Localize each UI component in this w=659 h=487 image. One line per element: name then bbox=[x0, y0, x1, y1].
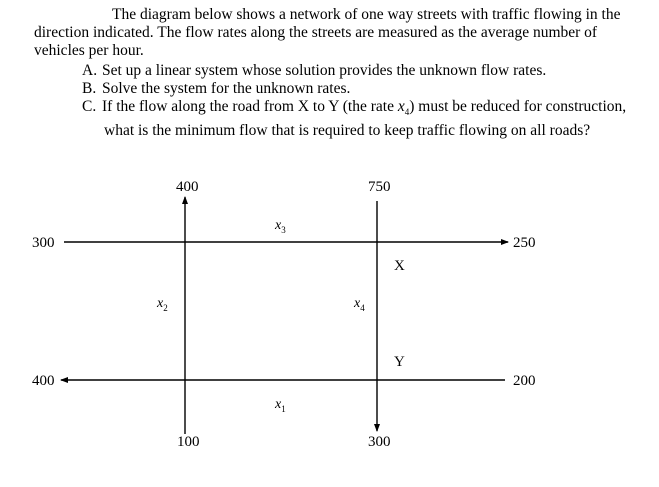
right-bottom-in-label: 200 bbox=[513, 373, 536, 389]
top-right-in-label: 750 bbox=[368, 179, 391, 195]
list-item-c-text-after: ) must be reduced for construction, bbox=[409, 98, 627, 115]
top-left-out-label: 400 bbox=[176, 179, 199, 195]
list-item-c-sub: 4 bbox=[404, 107, 410, 118]
bottom-left-in-label: 100 bbox=[177, 434, 200, 450]
intro-line-2: direction indicated. The flow rates along the streets are measured as the average number of bbox=[34, 24, 598, 41]
list-item-c-var: x bbox=[397, 98, 405, 115]
var-x1-subscript: 1 bbox=[281, 404, 286, 414]
point-x-label: X bbox=[394, 258, 405, 274]
left-top-in-label: 300 bbox=[32, 235, 55, 251]
list-item-c-text-before: If the flow along the road from X to Y (the rate bbox=[102, 98, 398, 115]
var-x4-label bbox=[353, 296, 365, 313]
bottom-right-out-label: 300 bbox=[368, 434, 391, 450]
intro-line-3: vehicles per hour. bbox=[34, 42, 144, 59]
var-x2-subscript: 2 bbox=[163, 303, 168, 313]
list-item-c-line-2: what is the minimum flow that is required to keep traffic flowing on all roads? bbox=[104, 122, 591, 139]
var-x3-letter: x bbox=[275, 218, 282, 233]
left-bottom-out-label: 400 bbox=[32, 373, 55, 389]
var-x4-subscript: 4 bbox=[360, 303, 365, 313]
var-x2-label bbox=[156, 296, 168, 313]
list-item-b-label: B. bbox=[82, 80, 97, 97]
var-x3-subscript: 3 bbox=[281, 225, 286, 235]
right-top-out-label: 250 bbox=[513, 235, 536, 251]
var-x1-letter: x bbox=[275, 397, 282, 412]
intro-line-1: The diagram below shows a network of one way streets with traffic flowing in the bbox=[112, 6, 621, 23]
var-x2-letter: x bbox=[157, 296, 164, 311]
list-item-c-label: C. bbox=[82, 98, 97, 115]
var-x3-label bbox=[274, 218, 286, 235]
list-item-b-text: Solve the system for the unknown rates. bbox=[102, 80, 351, 97]
point-y-label: Y bbox=[394, 354, 405, 370]
list-item-a-label: A. bbox=[82, 62, 98, 79]
var-x1-label bbox=[274, 397, 286, 414]
var-x4-letter: x bbox=[354, 296, 361, 311]
list-item-a-text: Set up a linear system whose solution provides the unknown flow rates. bbox=[102, 62, 547, 79]
